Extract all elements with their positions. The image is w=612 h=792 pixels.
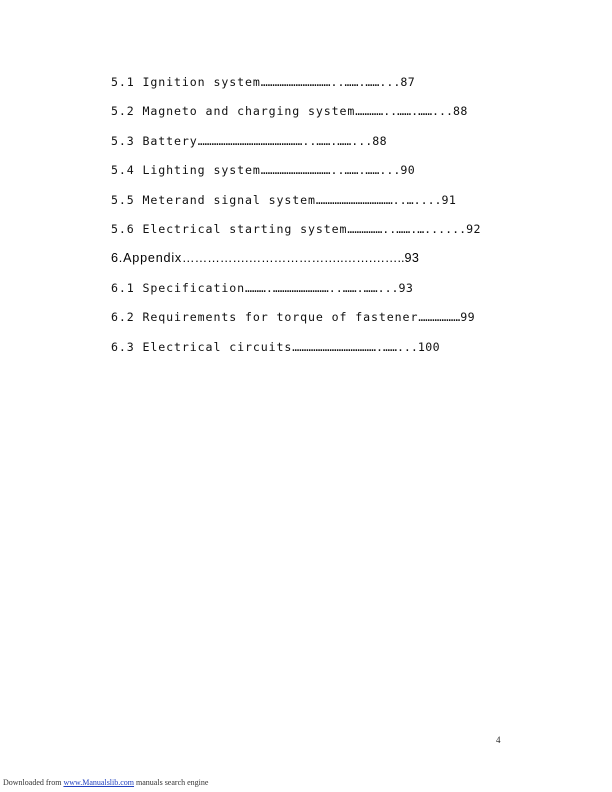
toc-entry-5-5[interactable] bbox=[111, 192, 491, 221]
toc-entry-title: 5.2 Magneto and charging system bbox=[111, 104, 356, 119]
toc-entry-leader: ……………..…….…...... bbox=[347, 221, 467, 236]
toc-entry-title: 6.2 Requirements for torque of fastener bbox=[111, 310, 419, 325]
toc-entry-title: 5.1 Ignition system bbox=[111, 75, 261, 89]
toc-entry-5-1[interactable] bbox=[111, 74, 491, 103]
toc-entry-page: 88 bbox=[372, 133, 387, 148]
toc-entry-page: 93 bbox=[404, 251, 420, 266]
toc-entry-page: 88 bbox=[453, 104, 468, 119]
toc-entry-title: 5.6 Electrical starting system bbox=[111, 221, 348, 236]
toc-entry-leader: …………..…….……... bbox=[355, 104, 454, 119]
toc-entry-page: 90 bbox=[400, 163, 416, 178]
toc-entry-6-1[interactable] bbox=[111, 280, 491, 309]
toc-entry-leader: ……………………………….……... bbox=[292, 339, 418, 354]
toc-entry-page: 93 bbox=[398, 280, 414, 295]
toc-entry-title: 5.4 Lighting system bbox=[111, 163, 261, 178]
toc-entry-page: 100 bbox=[417, 339, 441, 354]
toc-entry-leader: …………………………..…….……... bbox=[260, 163, 401, 178]
toc-entry-page: 91 bbox=[441, 192, 457, 207]
toc-entry-5-2[interactable] bbox=[111, 103, 491, 132]
download-footer bbox=[3, 778, 208, 787]
toc-entry-leader: ………………………………………..…….……... bbox=[197, 133, 373, 148]
manualslib-link[interactable]: www.Manualslib.com bbox=[63, 778, 135, 787]
footer-prefix: Downloaded from bbox=[3, 778, 64, 787]
toc-entry-leader: ……………………………..….... bbox=[315, 192, 442, 207]
toc-entry-leader: …………….…………………..…….…….. bbox=[182, 251, 405, 266]
toc-entry-page: 99 bbox=[460, 310, 475, 325]
toc-entry-title: 6.3 Electrical circuits bbox=[111, 339, 293, 354]
page-number: 4 bbox=[496, 735, 501, 745]
toc-entry-6-2[interactable] bbox=[111, 309, 491, 338]
toc-entry-5-3[interactable] bbox=[111, 133, 491, 162]
toc-entry-5-6[interactable] bbox=[111, 221, 491, 250]
toc-entry-5-4[interactable] bbox=[111, 162, 491, 191]
toc-entry-6-3[interactable] bbox=[111, 339, 491, 368]
footer-suffix: manuals search engine bbox=[134, 778, 209, 787]
toc-entry-title: 6.Appendix bbox=[111, 251, 183, 266]
toc-entry-leader: ……….……………………..…….……... bbox=[244, 280, 399, 295]
table-of-contents bbox=[111, 74, 491, 368]
toc-entry-page: 87 bbox=[400, 75, 416, 89]
toc-entry-6-appendix[interactable] bbox=[111, 250, 491, 279]
toc-entry-leader: …………………………..…….……... bbox=[260, 75, 401, 89]
toc-entry-page: 92 bbox=[466, 221, 481, 236]
toc-entry-leader: ……………… bbox=[418, 310, 461, 325]
toc-entry-title: 6.1 Specification bbox=[111, 280, 245, 295]
toc-entry-title: 5.5 Meterand signal system bbox=[111, 192, 316, 207]
toc-entry-title: 5.3 Battery bbox=[111, 133, 198, 148]
